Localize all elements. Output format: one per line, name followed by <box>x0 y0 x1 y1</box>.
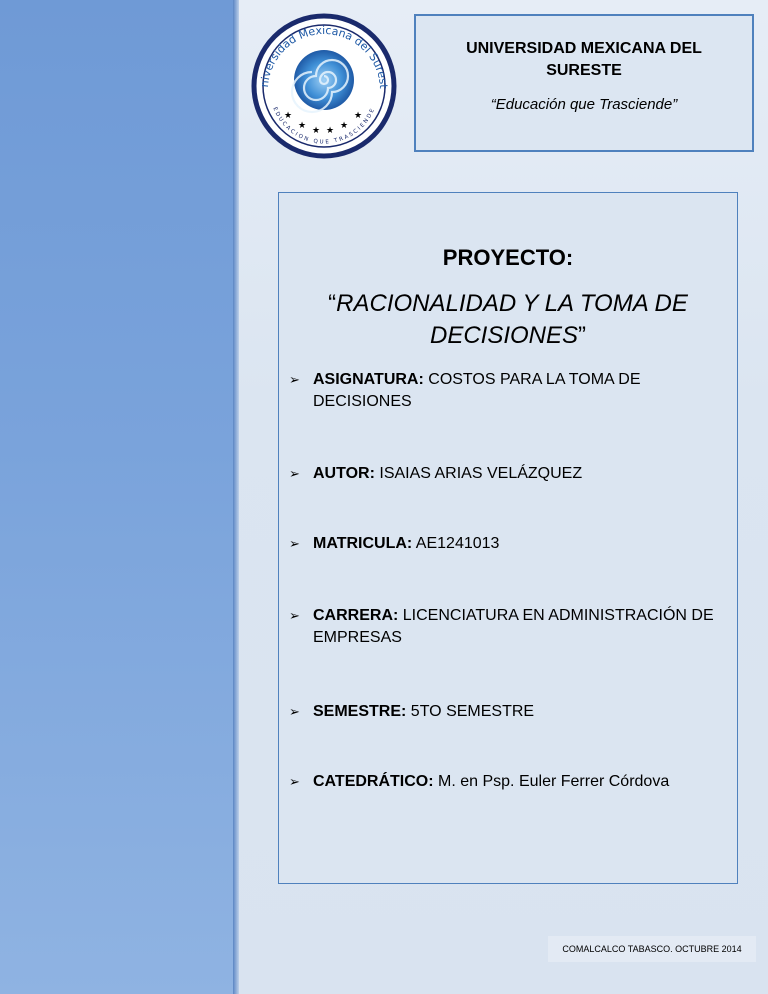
svg-text:★: ★ <box>298 121 307 131</box>
footer-location-date: COMALCALCO TABASCO. OCTUBRE 2014 <box>548 936 756 962</box>
item-label: CARRERA: <box>313 607 399 624</box>
info-item-autor <box>289 463 725 485</box>
sidebar-band <box>0 0 233 994</box>
arrow-bullet-icon: ➢ <box>289 372 300 387</box>
svg-text:EDUCACION QUE TRASCIENDE: EDUCACION QUE TRASCIENDE <box>271 106 377 146</box>
svg-text:★: ★ <box>354 111 363 121</box>
info-item-catedratico <box>289 771 725 793</box>
university-name: UNIVERSIDAD MEXICANA DEL SURESTE <box>466 40 702 79</box>
arrow-bullet-icon: ➢ <box>289 774 300 789</box>
svg-text:★: ★ <box>340 121 349 131</box>
item-label: MATRICULA: <box>313 535 413 552</box>
project-title <box>299 288 717 352</box>
item-value: ISAIAS ARIAS VELÁZQUEZ <box>374 465 583 482</box>
header-box <box>414 14 754 152</box>
info-item-carrera <box>289 605 725 649</box>
svg-text:★: ★ <box>312 126 321 136</box>
item-label: ASIGNATURA: <box>313 371 424 388</box>
logo-seal-icon <box>250 12 398 160</box>
arrow-bullet-icon: ➢ <box>289 704 300 719</box>
item-value: M. en Psp. Euler Ferrer Córdova <box>433 773 670 790</box>
item-value: COSTOS PARA LA TOMA DE DECISIONES <box>313 371 641 410</box>
title-open-quote: “ <box>328 290 337 317</box>
svg-text:★: ★ <box>326 126 335 136</box>
university-logo <box>250 12 398 160</box>
arrow-bullet-icon: ➢ <box>289 608 300 623</box>
title-text: RACIONALIDAD Y LA TOMA DE DECISIONES <box>336 290 688 349</box>
item-label: SEMESTRE: <box>313 703 407 720</box>
svg-text:Universidad Mexicana del Sures: niversidad Mexicana del Surest <box>257 23 391 90</box>
project-label: PROYECTO: <box>442 245 574 270</box>
item-label: CATEDRÁTICO: <box>313 773 434 790</box>
item-value: AE1241013 <box>412 535 500 552</box>
item-value: 5TO SEMESTRE <box>406 703 535 720</box>
info-item-asignatura <box>289 369 725 413</box>
arrow-bullet-icon: ➢ <box>289 536 300 551</box>
item-value: LICENCIATURA EN ADMINISTRACIÓN DE EMPRESAS <box>313 607 714 646</box>
arrow-bullet-icon: ➢ <box>289 466 300 481</box>
cover-frame <box>278 192 738 884</box>
university-motto: “Educación que Trasciende” <box>490 96 678 113</box>
info-item-semestre <box>289 701 725 723</box>
svg-text:★: ★ <box>284 111 293 121</box>
title-close-quote: ” <box>578 322 587 349</box>
item-label: AUTOR: <box>313 465 375 482</box>
info-item-matricula <box>289 533 725 555</box>
